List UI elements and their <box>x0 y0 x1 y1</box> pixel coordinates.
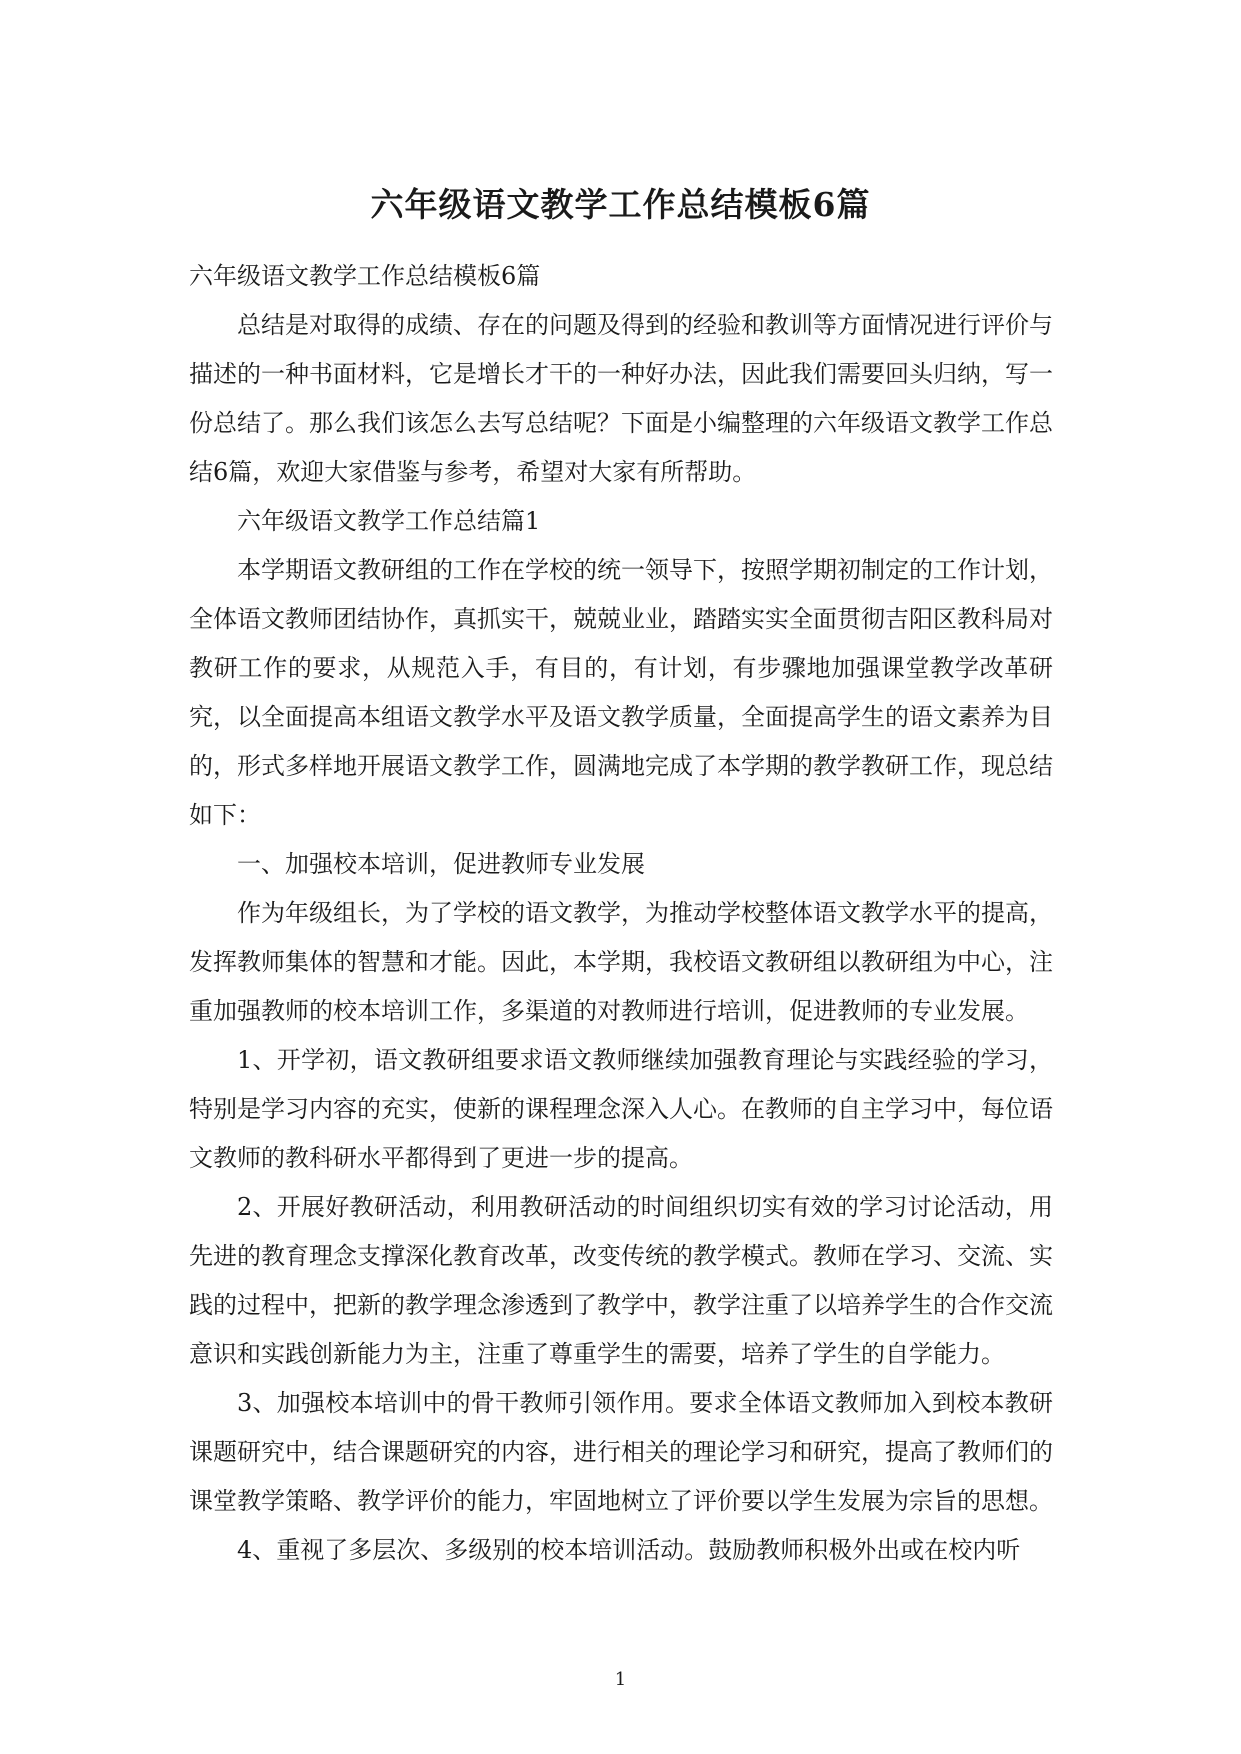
intro-paragraph: 总结是对取得的成绩、存在的问题及得到的经验和教训等方面情况进行评价与描述的一种书面材料，它是增长才干的一种好办法，因此我们需要回头归纳，写一份总结了。那么我们该怎么去写总结呢？下面是小编整理的六年级语文教学工作总结6篇，欢迎大家借鉴与参考，希望对大家有所帮助。 <box>189 311 1053 486</box>
body-paragraph: 作为年级组长，为了学校的语文教学，为推动学校整体语文教学水平的提高，发挥教师集体的智慧和才能。因此，本学期，我校语文教研组以教研组为中心，注重加强教师的校本培训工作，多渠道的对教师进行培训，促进教师的专业发展。 <box>189 899 1053 1025</box>
body-paragraph: 本学期语文教研组的工作在学校的统一领导下，按照学期初制定的工作计划，全体语文教师团结协作，真抓实干，兢兢业业，踏踏实实全面贯彻吉阳区教科局对教研工作的要求，从规范入手，有目的，有计划，有步骤地加强课堂教学改革研究，以全面提高本组语文教学水平及语文教学质量，全面提高学生的语文素养为目的，形式多样地开展语文教学工作，圆满地完成了本学期的教学教研工作，现总结如下： <box>189 556 1053 829</box>
list-item: 1、开学初，语文教研组要求语文教师继续加强教育理论与实践经验的学习，特别是学习内容的充实，使新的课程理念深入人心。在教师的自主学习中，每位语文教师的教科研水平都得到了更进一步的提高。 <box>189 1046 1053 1172</box>
subtitle-paragraph: 六年级语文教学工作总结模板6篇 <box>189 262 541 290</box>
document-title: 六年级语文教学工作总结模板6篇 <box>370 185 871 224</box>
list-item: 3、加强校本培训中的骨干教师引领作用。要求全体语文教师加入到校本教研课题研究中，结合课题研究的内容，进行相关的理论学习和研究，提高了教师们的课堂教学策略、教学评价的能力，牢固地树立了评价要以学生发展为宗旨的思想。 <box>189 1389 1053 1515</box>
list-item: 4、重视了多层次、多级别的校本培训活动。鼓励教师积极外出或在校内听 <box>237 1536 1021 1564</box>
list-item: 2、开展好教研活动，利用教研活动的时间组织切实有效的学习讨论活动，用先进的教育理念支撑深化教育改革，改变传统的教学模式。教师在学习、交流、实践的过程中，把新的教学理念渗透到了教学中，教学注重了以培养学生的合作交流意识和实践创新能力为主，注重了尊重学生的需要，培养了学生的自学能力。 <box>189 1193 1053 1368</box>
document-body <box>189 252 1053 1575</box>
section-heading: 一、加强校本培训，促进教师专业发展 <box>237 850 645 878</box>
section-heading: 六年级语文教学工作总结篇1 <box>237 507 541 535</box>
page-number: 1 <box>614 1669 627 1690</box>
